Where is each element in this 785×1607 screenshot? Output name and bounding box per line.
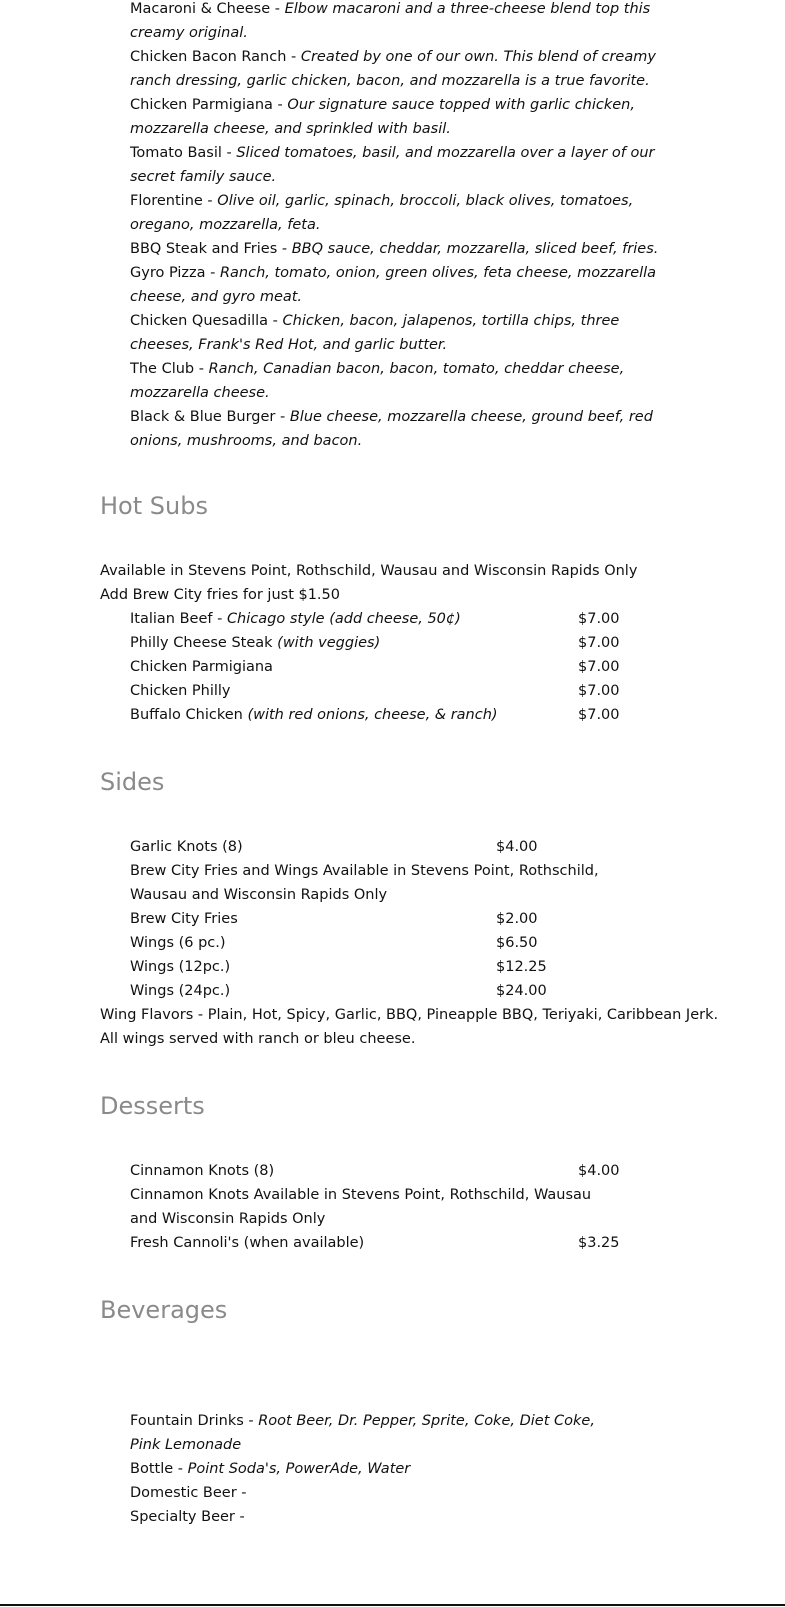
pizza-list [130, 0, 660, 453]
list-item: Bottle - Point Soda's, PowerAde, Water [130, 1461, 411, 1477]
fries-note: Add Brew City fries for just $1.50 [100, 587, 340, 603]
list-item: Cinnamon Knots (8) $4.00 [130, 1159, 700, 1183]
list-item: Domestic Beer - [130, 1485, 247, 1501]
desserts-section [100, 1159, 700, 1255]
footer-divider [0, 1604, 785, 1606]
list-item: Buffalo Chicken (with red onions, cheese, & ranch) $7.00 [130, 703, 700, 727]
list-item: Garlic Knots (8) $4.00 [130, 835, 700, 859]
price: $4.00 [496, 839, 538, 855]
wing-sauce-note: All wings served with ranch or bleu cheese. [100, 1031, 416, 1047]
list-item: Wings (6 pc.) $6.50 [130, 931, 700, 955]
hot-subs-section [100, 559, 700, 727]
price: $4.00 [578, 1163, 620, 1179]
list-item: Tomato Basil - Sliced tomatoes, basil, and mozzarella over a layer of our secret family sauce. [130, 145, 655, 185]
availability-note: Available in Stevens Point, Rothschild, Wausau and Wisconsin Rapids Only [100, 563, 638, 579]
price: $7.00 [578, 659, 620, 675]
price: $3.25 [578, 1235, 620, 1251]
wing-flavors: Wing Flavors - Plain, Hot, Spicy, Garlic, BBQ, Pineapple BBQ, Teriyaki, Caribbean Jerk. [100, 1007, 719, 1023]
list-item: Wings (24pc.) $24.00 [130, 979, 700, 1003]
list-item: Philly Cheese Steak (with veggies) $7.00 [130, 631, 700, 655]
price: $7.00 [578, 635, 620, 651]
section-title-desserts: Desserts [100, 1092, 205, 1120]
list-item: Chicken Philly $7.00 [130, 679, 700, 703]
price: $7.00 [578, 611, 620, 627]
list-item: Chicken Parmigiana $7.00 [130, 655, 700, 679]
price: $12.25 [496, 959, 547, 975]
sides-section [100, 835, 719, 1051]
price: $7.00 [578, 683, 620, 699]
section-title-hot-subs: Hot Subs [100, 492, 208, 520]
price: $7.00 [578, 707, 620, 723]
list-item: Specialty Beer - [130, 1509, 245, 1525]
section-title-sides: Sides [100, 768, 165, 796]
list-item: Black & Blue Burger - Blue cheese, mozzarella cheese, ground beef, red onions, mushrooms, and bacon. [130, 409, 653, 449]
availability-note: Brew City Fries and Wings Available in Stevens Point, Rothschild, Wausau and Wisconsin Rapids Only [130, 863, 599, 903]
beverages-section [100, 1409, 700, 1529]
list-item: Italian Beef - Chicago style (add cheese, 50¢) $7.00 [130, 607, 700, 631]
section-title-beverages: Beverages [100, 1296, 228, 1324]
price: $2.00 [496, 911, 538, 927]
list-item: Chicken Parmigiana - Our signature sauce topped with garlic chicken, mozzarella cheese, and sprinkled with basil. [130, 97, 635, 137]
menu-content [100, 0, 719, 1529]
list-item: Brew City Fries $2.00 [130, 907, 700, 931]
list-item: Macaroni & Cheese - Elbow macaroni and a three-cheese blend top this creamy original. [130, 1, 651, 41]
list-item: Florentine - Olive oil, garlic, spinach, broccoli, black olives, tomatoes, oregano, mozzarella, feta. [130, 193, 634, 233]
list-item: Fresh Cannoli's (when available) $3.25 [130, 1231, 700, 1255]
list-item: Chicken Quesadilla - Chicken, bacon, jalapenos, tortilla chips, three cheeses, Frank's Red Hot, and garlic butter. [130, 313, 620, 353]
list-item: Chicken Bacon Ranch - Created by one of our own. This blend of creamy ranch dressing, garlic chicken, bacon, and mozzarella is a true favorite. [130, 49, 656, 89]
list-item: BBQ Steak and Fries - BBQ sauce, cheddar, mozzarella, sliced beef, fries. [130, 241, 659, 257]
list-item: The Club - Ranch, Canadian bacon, bacon, tomato, cheddar cheese, mozzarella cheese. [130, 361, 625, 401]
list-item: Fountain Drinks - Root Beer, Dr. Pepper, Sprite, Coke, Diet Coke, Pink Lemonade [130, 1413, 595, 1453]
price: $6.50 [496, 935, 538, 951]
price: $24.00 [496, 983, 547, 999]
list-item: Wings (12pc.) $12.25 [130, 955, 700, 979]
list-item: Gyro Pizza - Ranch, tomato, onion, green olives, feta cheese, mozzarella cheese, and gyro meat. [130, 265, 657, 305]
availability-note: Cinnamon Knots Available in Stevens Point, Rothschild, Wausau and Wisconsin Rapids Only [130, 1187, 592, 1227]
